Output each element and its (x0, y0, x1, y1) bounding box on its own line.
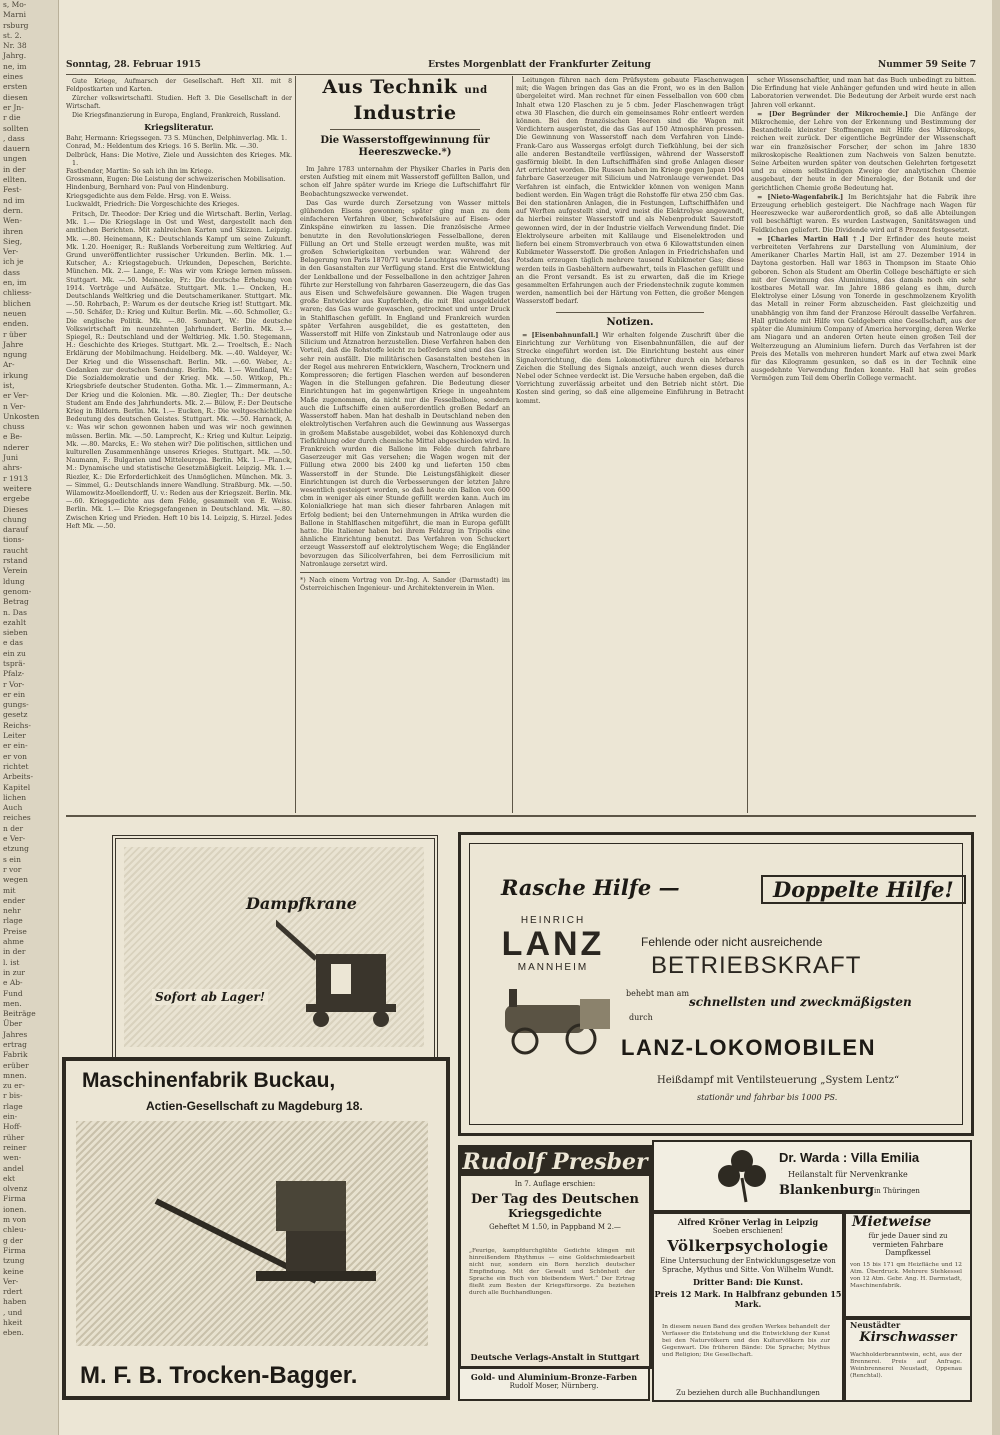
lanz-brand: LANZ (501, 925, 605, 963)
ad-kirschwasser (844, 1318, 972, 1402)
crane-title: Dampfkrane (246, 894, 357, 913)
title-rule (330, 129, 480, 130)
notes-item-4-head: Nieto-Wagenfabrik (770, 192, 838, 201)
ad-lanz-lokomobilen (458, 832, 974, 1136)
lanz-top-left: Rasche Hilfe — (501, 875, 680, 900)
lanz-top-right: Doppelte Hilfe! (761, 875, 966, 904)
notes-item-3: = [Charles Martin Hall †.] Der Erfinder des heute meist verbreiteten Verfahrens zur Darstellung von Aluminium, der Amerikaner Charles Martin Hall, ist am 27. Dezember 1914 in Daytona gestorben. Hall war 1863 in Thompson im Staate Ohio geboren. Schon als Student am Oberlin College beschäftigte er sich mit der Gewinnung des Aluminiums, das damals noch ein sehr kostbares Metall war. Im Jahre 1886 gelang es ihm, durch Elektrolyse einer Lösung von Tonerde in geschmolzenem Kryolith das Metall in reiner Form abzuscheiden. Fast gleichzeitig und unabhängig von ihm fand der Franzose Héroult dasselbe Verfahren. Hall gründete mit Hilfe von Geldgebern eine Gesellschaft, aus der später die Aluminium Company of America hervorging, deren Werke am Niagara und an anderen Orten heute einen großen Teil der Welterzeugung an Aluminium liefern. Durch das Verfahren ist der Preis des Metalls von mehreren hundert Mark auf etwa zwei Mark für das Kilogramm gesunken, so daß es in der Technik eine ausgedehnte Verwendung finden konnte. Hall hat sein großes Vermögen zum Teil dem Oberlin College vermacht. (751, 234, 976, 383)
literature-entry-1: Bahr, Hermann: Kriegssegen. 73 S. München, Delphinverlag. Mk. 1. (66, 134, 288, 143)
notizen-rule (556, 312, 704, 313)
literature-column: Gute Kriege, Aufmarsch der Gesellschaft. Heft XII. mit 8 Feldpostkarten und Karten. Zürcher volkswirtschaftl. Studien. Heft 3. Die Gesellschaft in der Wirtschaft. Die Kriegsfinanzierung in Europa, England, Frankreich, Russland. Kriegsliteratur. Bahr, Hermann: Kriegssegen. 73 S. München, Delphinverlag. Mk. 1. Conrad, M.: Heldentum des Kriegs. 16 S. Berlin. Mk. —.30. Delbrück, Hans: Die Motive, Ziele und Aussichten des Krieges. Mk. 1. Fastbender, Martin: So sah ich ihn im Kriege. Grossmann, Eugen: Die Leistung der schweizerischen Mobilisation. Hindenburg, Bernhard von: Paul von Hindenburg. Kriegsgedichte aus dem Felde. Hrsg. von E. Weiss. Luckwaldt, Friedrich: Die Vorgeschichte des Krieges. Fritsch, Dr. Theodor: Der Krieg und die Wirtschaft. Berlin, Verlag. Mk. 1.— Die Kriegslage in Ost und West, dargestellt nach den amtlichen Berichten. Mit zahlreichen Karten und Skizzen. Leipzig. Mk. —.80. Heinemann, K.: Deutschlands Kampf um seine Zukunft. Mk. 1.20. Hoeniger, R.: Rußlands Vorbereitung zum Weltkrieg. Auf Grund unveröffentlichter russischer Urkunden. Berlin. Mk. 1.— Kutscher, A.: Kriegstagebuch. Urkunden, Depeschen, Berichte. München. Mk. 2.— Lange, F.: Was wir vom Kriege lernen müssen. Stuttgart. Mk. —.50. Meinecke, Fr.: Die deutsche Erhebung von 1914. Vorträge und Aufsätze. Stuttgart. Mk. 1.— Oncken, H.: Deutschlands Weltkrieg und die Deutschamerikaner. Stuttgart. Mk. —.50. Rohrbach, P.: Warum es der deutsche Krieg ist! Stuttgart. Mk. —.50. Schäfer, D.: Krieg und Kultur. Berlin. Mk. —.60. Schmoller, G.: Die englische Politik. Mk. —.80. Sombart, W.: Die deutsche Volkswirtschaft im neunzehnten Jahrhundert. Berlin. Mk. 3.— Spiegel, R.: Deutschland und der Weltkrieg. Mk. 1.50. Stegemann, H.: Geschichte des Krieges. Stuttgart. Mk. 2.— Troeltsch, E.: Nach Erklärung der Mobilmachung. Heidelberg. Mk. —.40. Waldeyer, W.: Der Krieg und die Wissenschaft. Berlin. Mk. —.60. Weber, A.: Gedanken zur deutschen Sendung. Berlin. Mk. 1.— Wendland, W.: Die Sozialdemokratie und der Krieg. Mk. —.50. Witkop, Ph.: Kriegsbriefe deutscher Studenten. Gotha. Mk. 1.— Zimmermann, A.: Der Krieg und die Kolonien. Mk. —.80. Ziegler, Th.: Der deutsche Student am Ende des Jahrhunderts. Mk. 2.— Bülow, F.: Der Deutsche Krieg in Bildern. Berlin. Mk. 1.— Eucken, R.: Die weltgeschichtliche Bedeutung des deutschen Geistes. Stuttgart. Mk. —.50. Harnack, A. v.: Was wir schon gewonnen haben und was wir noch gewinnen müssen. Berlin. Mk. —.50. Lamprecht, K.: Krieg und Kultur. Leipzig. Mk. —.80. Marcks, E.: Wo stehen wir? Die politischen, sittlichen und kulturellen Zusammenhänge unseres Krieges. Stuttgart. Mk. —.50. Naumann, F.: Bulgarien und Mitteleuropa. Berlin. Mk. 1.— Planck, M.: Dynamische und statistische Gesetzmäßigkeit. Leipzig. Mk. 1.— Riezler, K.: Die Erforderlichkeit des Unmöglichen. München. Mk. 3.— Simmel, G.: Deutschlands innere Wandlung. Straßburg. Mk. —.50. Wilamowitz-Moellendorff, U. v.: Reden aus der Kriegszeit. Berlin. Mk. —.60. Kriegsgedichte aus dem Felde, gesammelt von E. Weiss. Berlin. Mk. 1.— Die Kriegsgefangenen in Deutschland. Mk. —.80. Zwischen Krieg und Frieden. Heft 10 bis 14. Leipzig, S. Hirzel. Jedes Heft Mk. —.50. (66, 78, 292, 530)
lanz-city: MANNHEIM (517, 962, 589, 973)
ad-buckau (62, 1057, 450, 1400)
header-masthead: Erstes Morgenblatt der Frankfurter Zeitung (428, 60, 651, 70)
warda-place: Blankenburg (779, 1183, 875, 1198)
presber-edition: In 7. Auflage erschien: (514, 1180, 596, 1188)
kroener-blurb: In diesem neuen Band des großen Werkes behandelt der Verfasser die Entstehung und die Entwicklung der Kunst bei den Naturvölkern und den Kulturvölkern bis zur Gegenwart. Die früheren Bände: Die Sprache; Mythus und Religion; Die Gesellschaft. (662, 1324, 830, 1358)
kroener-publisher: Alfred Kröner Verlag in Leipzig (677, 1217, 819, 1227)
kroener-volume: Dritter Band: Die Kunst. (692, 1277, 803, 1287)
buckau-title: Maschinenfabrik Buckau, (82, 1069, 336, 1092)
mietweise-body: für jede Dauer sind zu vermieten Fahrbare Dampfkessel (868, 1232, 948, 1257)
buckau-subtitle: Actien-Gesellschaft zu Magdeburg 18. (146, 1099, 363, 1113)
literature-entry-4: Fastbender, Martin: So sah ich ihn im Kriege. (66, 167, 214, 176)
lokomobile-illustration (495, 985, 615, 1055)
ad-kroener-voelkerpsychologie (652, 1212, 844, 1402)
notes-column (751, 76, 976, 813)
presber-blurb: „Feurige, kampfdurchglühte Gedichte klingen mit hinreißendem Rhythmus — eine Goldschmiedearbeit nicht nur, sondern ein Born herzlich deutscher Empfindung. Mit der Gewalt und Schönheit der Sprache ein Buch von bleibendem Wert.“ Der Ertrag fließt zum Besten der Kriegsfürsorge. Zu beziehen durch alle Buchhandlungen. (469, 1248, 635, 1296)
article-section-title (300, 76, 510, 124)
literature-entry-7: Kriegsgedichte aus dem Felde. Hrsg. von E. Weiss. (66, 191, 232, 200)
continued-text-1: Leitungen führen nach dem Prüfsystem gebaute Flaschenwagen mit; die Wagen bringen das Gas an die Front, wo es in den Ballon übergeleitet wird. Man rechnet für einen Fesselballon von 600 cbm Inhalt etwa 120 Flaschen zu je 5 cbm. Jeder Flaschenwagen trägt etwa 30 Flaschen, die durch ein gemeinsames Rohr entleert werden können. Bei den französischen Heeren sind die Wagen mit Verdichtern ausgerüstet, die das Gas auf 150 Atmosphären pressen. Die Gewinnung von Wasserstoff nach dem Verfahren von Linde-Frank-Caro aus Wassergas erfolgt durch Tiefkühlung, bei der sich alle anderen Bestandteile verflüssigen, während der Wasserstoff gasförmig bleibt. In den Luftschiffhäfen sind große Anlagen dieser Art errichtet worden. Die Russen haben im Kriege gegen Japan 1904 fahrbare Gaserzeuger mit Silicium und Natronlauge verwendet. Das Verfahren ist einfach, die Entwickler können von wenigen Mann bedient werden. Ein Wagen trägt die Rohstoffe für etwa 250 cbm Gas. Bei den stationären Anlagen, die in Festungen, Luftschiffhäfen und auf Werften aufgestellt sind, wird meist die Elektrolyse angewandt, da hierbei reinster Wasserstoff und als Nebenprodukt Sauerstoff gewonnen wird, der in der Industrie vielfach Verwendung findet. Die Elektrolyseure arbeiten mit Kalilauge und Eisenelektroden und liefern bei einem Stromverbrauch von etwa 6 Kilowattstunden einen Kubikmeter Wasserstoff. Die großen Anlagen in Friedrichshafen und Potsdam erzeugen täglich mehrere tausend Kubikmeter Gas; diese werden teils in Gasbehältern aufbewahrt, teils in Flaschen gefüllt und an die Front versandt. Es ist zu erwarten, daß die im Kriege gesammelten Erfahrungen auch der Friedenstechnik zugute kommen werden, namentlich bei der Härtung von Fetten, die großer Mengen Wasserstoff bedarf. (516, 76, 744, 306)
literature-filler: Fritsch, Dr. Theodor: Der Krieg und die Wirtschaft. Berlin, Verlag. Mk. 1.— Die Kriegslage in Ost und West, dargestellt nach den amtlichen Berichten. Mit zahlreichen Karten und Skizzen. Leipzig. Mk. —.80. Heinemann, K.: Deutschlands Kampf um seine Zukunft. Mk. 1.20. Hoeniger, R.: Rußlands Vorbereitung zum Weltkrieg. Auf Grund unveröffentlichter russischer Urkunden. Berlin. Mk. 1.— Kutscher, A.: Kriegstagebuch. Urkunden, Depeschen, Berichte. München. Mk. 2.— Lange, F.: Was wir vom Kriege lernen müssen. Stuttgart. Mk. —.50. Meinecke, Fr.: Die deutsche Erhebung von 1914. Vorträge und Aufsätze. Stuttgart. Mk. 1.— Oncken, H.: Deutschlands Weltkrieg und die Deutschamerikaner. Stuttgart. Mk. —.50. Rohrbach, P.: Warum es der deutsche Krieg ist! Stuttgart. Mk. —.50. Schäfer, D.: Krieg und Kultur. Berlin. Mk. —.60. Schmoller, G.: Die englische Politik. Mk. —.80. Sombart, W.: Die deutsche Volkswirtschaft im neunzehnten Jahrhundert. Berlin. Mk. 3.— Spiegel, R.: Deutschland und der Weltkrieg. Mk. 1.50. Stegemann, H.: Geschichte des Krieges. Stuttgart. Mk. 2.— Troeltsch, E.: Nach Erklärung der Mobilmachung. Heidelberg. Mk. —.40. Waldeyer, W.: Der Krieg und die Wissenschaft. Berlin. Mk. —.60. Weber, A.: Gedanken zur deutschen Sendung. Berlin. Mk. 1.— Wendland, W.: Die Sozialdemokratie und der Krieg. Mk. —.50. Witkop, Ph.: Kriegsbriefe deutscher Studenten. Gotha. Mk. 1.— Zimmermann, A.: Der Krieg und die Kolonien. Mk. —.80. Ziegler, Th.: Der deutsche Student am Ende des Jahrhunderts. Mk. 2.— Bülow, F.: Der Deutsche Krieg in Bildern. Berlin. Mk. 1.— Eucken, R.: Die weltgeschichtliche Bedeutung des deutschen Geistes. Stuttgart. Mk. —.50. Harnack, A. v.: Was wir schon gewonnen haben und was wir noch gewinnen müssen. Berlin. Mk. —.50. Lamprecht, K.: Krieg und Kultur. Leipzig. Mk. —.80. Marcks, E.: Wo stehen wir? Die politischen, sittlichen und kulturellen Zusammenhänge unseres Krieges. Stuttgart. Mk. —.50. Naumann, F.: Bulgarien und Mitteleuropa. Berlin. Mk. 1.— Planck, M.: Dynamische und statistische Gesetzmäßigkeit. Leipzig. Mk. 1.— Riezler, K.: Die Erforderlichkeit des Unmöglichen. München. Mk. 3.— Simmel, G.: Deutschlands innere Wandlung. Straßburg. Mk. —.50. Wilamowitz-Moellendorff, U. v.: Reden aus der Kriegszeit. Berlin. Mk. —.60. Kriegsgedichte aus dem Felde, gesammelt von E. Weiss. Berlin. Mk. 1.— Die Kriegsgefangenen in Deutschland. Mk. —.80. Zwischen Krieg und Frieden. Heft 10 bis 14. Leipzig, S. Hirzel. Jedes Heft Mk. —.50. (66, 210, 292, 530)
kroener-note: Soeben erschienen! (712, 1227, 784, 1235)
ad-dampfkrane (112, 835, 438, 1061)
presber-author: Rudolf Presber (462, 1149, 648, 1175)
literature-entry-3: Delbrück, Hans: Die Motive, Ziele und Aussichten des Krieges. Mk. 1. (66, 150, 292, 167)
presber-title: Der Tag des Deutschen (470, 1192, 639, 1207)
kirsch-filler: Wachholderbranntwein, echt, aus der Brennerei. Preis auf Anfrage. Weinbrennerei Neustadt, Oppenau (Renchtal). (850, 1352, 962, 1379)
kroener-title: Völkerpsychologie (667, 1237, 829, 1255)
literature-entry-5: Grossmann, Eugen: Die Leistung der schweizerischen Mobilisation. (66, 175, 286, 184)
bronze-line2: Rudolf Moser, Nürnberg. (509, 1382, 599, 1390)
section-title-technik: Aus Technik (322, 76, 458, 98)
lanz-line3c: durch (629, 1013, 653, 1022)
notizen-item-1: = [Eisenbahnunfall.] Wir erhalten folgende Zuschrift über die Einrichtung zur Verhütung von Eisenbahnunfällen, die auf der Strecke eingeführt worden ist. Die Einrichtung besteht aus einer Signalvorrichtung, die dem Lokomotivführer durch ein hörbares Zeichen die Stellung des Signals anzeigt, auch wenn dieses durch Nebel oder Schnee verdeckt ist. Die Versuche haben ergeben, daß die Vorrichtung zuverlässig arbeitet und den Betrieb nicht stört. Die Kosten sind gering, so daß eine allgemeine Einführung in Betracht kommt. (516, 330, 744, 405)
ad-mietweise (844, 1212, 972, 1318)
lanz-big: LANZ-LOKOMOBILEN (621, 1035, 876, 1060)
literature-heading: Kriegsliteratur. (144, 122, 214, 132)
presber-price: Geheftet M 1.50, in Pappband M 2.— (489, 1223, 621, 1231)
lanz-line1: Fehlende oder nicht ausreichende (641, 935, 823, 949)
warda-name: Dr. Warda : Villa Emilia (779, 1150, 920, 1165)
lanz-line2: BETRIEBSKRAFT (651, 952, 862, 979)
continued-column (516, 76, 744, 813)
crane-subtitle: Sofort ab Lager! (152, 989, 268, 1005)
notes-text-1: scher Wissenschaftler, und man hat das Buch unbedingt zu bitten. Die Erfindung hat viele Anhänger gefunden und wird heute in allen Laboratorien verwendet. Die Bedeutung der Arbeit wurde erst nach Jahren voll erkannt. (751, 76, 976, 109)
ad-villa-emilia (652, 1140, 972, 1212)
footnote-rule (300, 572, 450, 573)
ad-presber (458, 1145, 652, 1369)
previous-page-edge: s, Mo- Marni rsburg st. 2. Nr. 38 Jahrg. ne, im eines ersten diesen er Jn- r die sollten , dass dauern ungen in der ellten. Fest- nd im dern. Wen- ihren Sieg, Ver- ich je dass en, im chliess- blichen neuen enden. r über Jahre ngung Ar- irkung ist, er Ver- n Ver- Unkosten chuss e Be- nderer Juni ahrs- r 1913 weitere ergebe Dieses chung darauf tions- raucht rstand Verein ldung genom- Betrag n. Das ezahlt sieben e das ein zu tsprä- Pfalz- r Vor- er ein gungs- gesetz Reichs- Leiter er ein- er von richtet Arbeits- Kapitel lichen Auch reiches n der e Ver- etzung s ein r vor wegen mit ender nehr rlage Preise ahme in der l. ist in zur e Ab- Fund men. Beiträge Über Jahres ertrag Fabrik erüber mnen. zu er- r bis- rlage ein- Hoff- rüher reiner wen- andel ekt olvenz Firma ionen. m von chleu- g der Firma tzung keine Ver- rdert haben , und hkeit eben. (0, 0, 59, 1435)
lanz-line5: stationär und fahrbar bis 1000 PS. (697, 1093, 838, 1102)
clover-icon (714, 1146, 770, 1204)
bronze-line1: Gold- und Aluminium-Bronze-Farben (470, 1372, 638, 1382)
buckau-bottom: M. F. B. Trocken-Bagger. (80, 1362, 358, 1389)
article-footnote: *) Nach einem Vortrag von Dr.-Ing. A. Sander (Darmstadt) im Österreichischen Ingenieur- und Architektenverein in Wien. (300, 575, 510, 593)
presber-publisher: Deutsche Verlags-Anstalt in Stuttgart (470, 1352, 640, 1362)
notes-item-2: = [Der Begründer der Mikrochemie.] Die Anfänge der Mikrochemie, der Lehre von der Erkennung und Bestimmung der Bestandteile kleinster Stoffmengen mit Hilfe des Mikroskops, reichen weit zurück. Der eigentliche Begründer der Wissenschaft war ein französischer Forscher, der schon im Jahre 1830 mikroskopische Reaktionen zum Nachweis von Salzen benutzte. Seine Arbeiten wurden später von deutschen Gelehrten fortgesetzt und zu einem selbständigen Zweige der analytischen Chemie ausgebaut, der heute in der Mineralogie, der Botanik und der gerichtlichen Chemie große Bedeutung hat. (751, 109, 976, 192)
lanz-line3b: schnellsten und zweckmäßigsten (689, 995, 912, 1009)
kroener-price: Preis 12 Mark. In Halbfranz gebunden 15 Mark. (654, 1289, 842, 1309)
header-date: Sonntag, 28. Februar 1915 (66, 60, 201, 70)
mietweise-title: Mietweise (852, 1214, 932, 1230)
notizen-heading: Notizen. (606, 316, 654, 328)
column-rule-3 (747, 76, 748, 813)
lanz-line3a: behebt man am (626, 989, 690, 998)
page-header (66, 60, 976, 75)
lanz-brand-pre: HEINRICH (520, 915, 586, 926)
literature-entry-6: Hindenburg, Bernhard von: Paul von Hindenburg. (66, 183, 229, 192)
header-page-number: Nummer 59 Seite 7 (878, 60, 976, 70)
column-rule-2 (512, 76, 513, 813)
article-column (300, 76, 510, 813)
notes-item-4: = [Nieto-Wagenfabrik.] Im Berichtsjahr hat die Fabrik ihre Erzeugung erheblich gesteigert. Die Nachfrage nach Wagen für Heereszwecke war außerordentlich groß, so daß alle Abteilungen voll beschäftigt waren. Es wurden Lastwagen, Sanitätswagen und Feldküchen geliefert. Die Dividende wird auf 8 Prozent festgesetzt. (751, 192, 976, 234)
kirsch-title: Kirschwasser (859, 1330, 957, 1345)
notes-item-3-head: Charles Martin Hall (770, 234, 848, 243)
ad-bronze-farben (458, 1367, 650, 1401)
presber-subtitle: Kriegsgedichte (508, 1207, 602, 1220)
column-rule-1 (295, 76, 296, 813)
lanz-line4: Heißdampf mit Ventilsteuerung „System Lentz“ (657, 1075, 900, 1086)
section-title-industrie: Industrie (353, 102, 457, 124)
kroener-desc: Eine Untersuchung der Entwicklungsgesetze von Sprache, Mythus und Sitte. Von Wilhelm Wundt. (660, 1257, 836, 1274)
article-subtitle: Die Wasserstoffgewinnung für Heereszwecke.*) (320, 135, 490, 158)
kirsch-head: Neustädter (850, 1320, 901, 1330)
warda-region: in Thüringen (874, 1187, 920, 1195)
literature-entry-2: Conrad, M.: Heldentum des Kriegs. 16 S. Berlin. Mk. —.30. (66, 142, 259, 151)
mietweise-filler: von 15 bis 171 qm Heizfläche und 12 Atm. Überdruck. Mehrere Stehkessel von 12 Atm. Gebr. Ang. H. Darmstadt, Maschinenfabrik. (850, 1262, 962, 1289)
section-title-und: und (464, 85, 488, 96)
article-body-filler: Das Gas wurde durch Zersetzung von Wasser mittels glühenden Eisens gewonnen; später ging man zu dem einfacheren Verfahren über, Schwefelsäure auf Eisen- oder Zinkspäne einwirken zu lassen. Die französische Armee benutzte in den Revolutionskriegen Fesselballone, deren Füllung an Ort und Stelle erzeugt werden mußte, was mit großen Schwierigkeiten verbunden war. Während der Belagerung von Paris 1870/71 wurde Leuchtgas verwendet, das in den Gasanstalten zur Verfügung stand. Erst die Entwicklung der Lenkballone und der Fesselballone in den achtziger Jahren führte zur Herstellung von fahrbaren Gaserzeugern, die das Gas aus Eisen und Schwefelsäure gewannen. Die Wagen trugen große Entwickler aus Kupferblech, die mit Blei ausgekleidet waren; das Gas wurde gewaschen, getrocknet und unter Druck in Stahlflaschen gefüllt. In England und Frankreich wurden später Verfahren ausgebildet, die es gestatteten, den Wasserstoff mit Hilfe von Zinkstaub und Natronlauge oder aus Silicium und Ätznatron herzustellen. Diese Verfahren haben den Vorteil, daß die Rohstoffe leicht zu befördern sind und das Gas sehr rein ausfällt. Die militärischen Gasanstalten bestehen in der Regel aus mehreren Entwicklern, Waschern, Trocknern und Kompressoren; die fertigen Flaschen werden auf besonderen Wagen in die Stellungen gefahren. Die Bedeutung dieser Einrichtungen hat im gegenwärtigen Kriege in ungeahntem Maße zugenommen, da nicht nur die Fesselballone, sondern auch die Luftschiffe einen außerordentlich großen Bedarf an Wasserstoff haben. Man hat deshalb in Deutschland neben den elektrolytischen Verfahren auch die Gewinnung aus Wassergas in großem Maßstabe ausgebildet, wobei das Kohlenoxyd durch Tiefkühlung oder durch chemische Mittel abgeschieden wird. In Frankreich wurden die Ballone im Felde durch fahrbare Gaserzeuger mit Gas versehen; die Wagen wogen mit der Füllung etwa 2000 bis 2400 kg und lieferten 150 cbm Wasserstoff in der Stunde. Die Leistungsfähigkeit dieser Einrichtungen ist durch die Verbesserungen der letzten Jahre wesentlich gesteigert worden, so daß heute ein Ballon von 600 cbm in weniger als einer Stunde gefüllt werden kann. Auch im Kolonialkriege hat man sich dieser fahrbaren Anlagen mit Erfolg bedient; bei den Unternehmungen in Afrika wurden die Ballone in Stahlflaschen mitgeführt, die man in Europa gefüllt hatte. Die Italiener haben bei ihrem Feldzug in Tripolis eine ähnliche Einrichtung benutzt. Das Verfahren von Schuckert erzeugt Wasserstoff auf elektrolytischem Wege; die Engländer bevorzugen das Silicolverfahren, bei dem Ferrosilicium mit Natronlauge zersetzt wird. (300, 198, 510, 568)
bagger-drawing (126, 1171, 396, 1321)
ads-top-rule (66, 815, 976, 817)
warda-sub: Heilanstalt für Nervenkranke (788, 1170, 908, 1179)
notes-item-2-head: Der Begründer der Mikrochemie (772, 109, 903, 118)
article-para-1: Im Jahre 1783 unternahm der Physiker Charles in Paris den ersten Aufstieg mit einem mit Wasserstoff gefüllten Ballon, und schon elf Jahre später wurde im Kriege die Luftschiffahrt für Beobachtungszwecke verwendet. (300, 165, 510, 198)
binding-edge (992, 0, 1000, 1435)
kroener-foot: Zu beziehen durch alle Buchhandlungen (676, 1389, 820, 1397)
crane-illustration (276, 914, 416, 1034)
notizen-item-1-head: Eisenbahnunfall (534, 330, 594, 339)
literature-entry-8: Luckwaldt, Friedrich: Die Vorgeschichte des Krieges. (66, 199, 240, 208)
